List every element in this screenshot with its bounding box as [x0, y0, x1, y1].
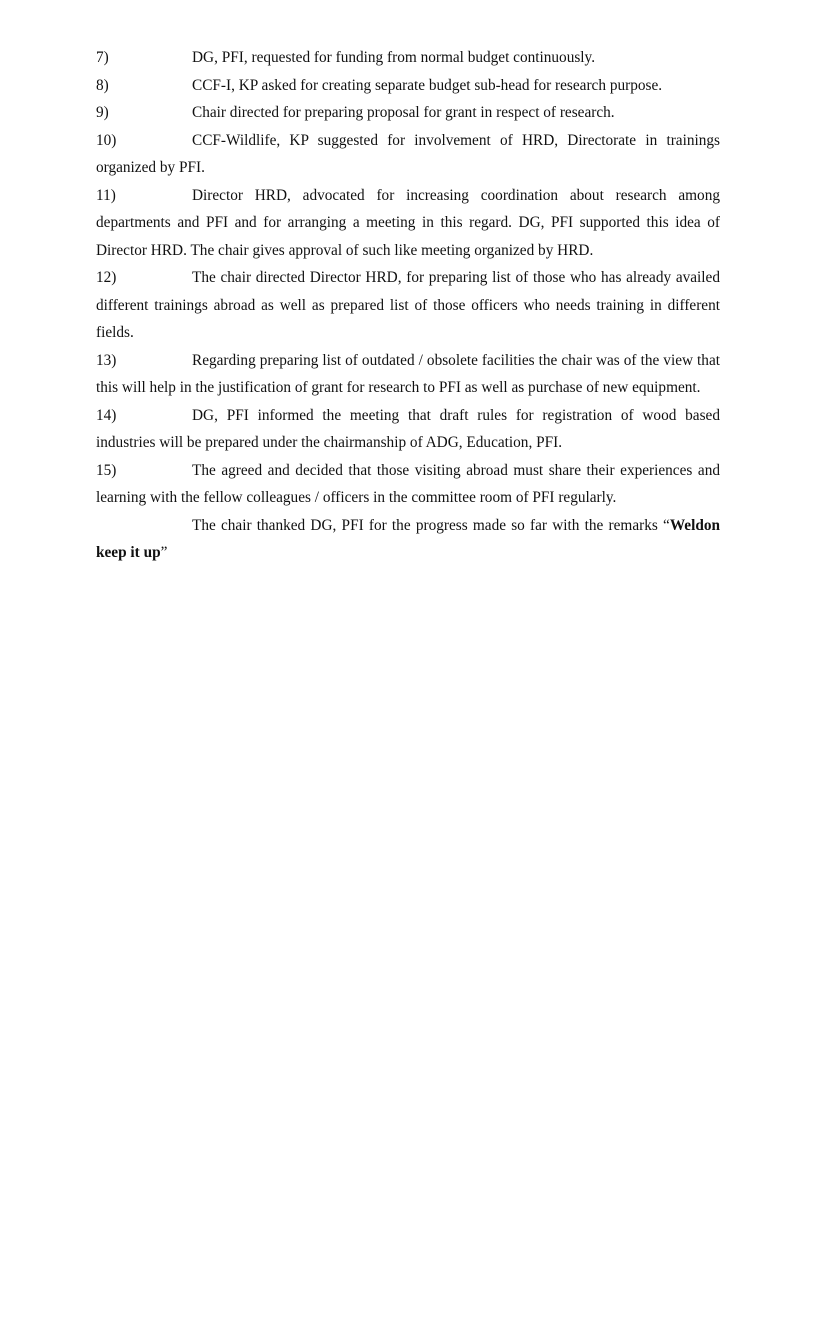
item-text: DG, PFI, requested for funding from normal budget continuously.: [192, 49, 596, 66]
item-number: 15): [96, 461, 117, 479]
item-number: 10): [96, 131, 117, 149]
item-text: The agreed and decided that those visiting abroad must share their experiences and learning with the fellow colleagues / officers in the committee room of PFI regularly.: [96, 461, 720, 506]
closing-remark: Weldon keep it up: [96, 516, 720, 561]
open-quote: “: [663, 516, 670, 534]
item-number: 7): [96, 49, 109, 66]
closing-paragraph: [96, 512, 720, 567]
item-number: 14): [96, 406, 117, 424]
item-number: 12): [96, 269, 117, 286]
minutes-item-7: [96, 44, 720, 72]
closing-text: The chair thanked DG, PFI for the progress made so far with the remarks: [192, 516, 658, 534]
item-text: DG, PFI informed the meeting that draft rules for registration of wood based industries will be prepared under the chairmanship of ADG, Education, PFI.: [96, 406, 720, 451]
minutes-item-14: [96, 402, 720, 457]
document-page: [96, 44, 720, 567]
minutes-item-15: [96, 457, 720, 512]
item-number: 9): [96, 104, 109, 121]
minutes-item-10: [96, 127, 720, 182]
item-number: 13): [96, 351, 117, 369]
minutes-item-12: [96, 264, 720, 347]
item-text: The chair directed Director HRD, for preparing list of those who has already availed different trainings abroad as well as prepared list of those officers who needs training in different fields.: [96, 269, 720, 341]
minutes-item-9: [96, 99, 720, 127]
minutes-item-8: [96, 72, 720, 100]
minutes-item-13: [96, 347, 720, 402]
item-text: CCF-I, KP asked for creating separate budget sub-head for research purpose.: [192, 76, 663, 94]
item-number: 8): [96, 76, 109, 94]
item-text: CCF-Wildlife, KP suggested for involvement of HRD, Directorate in trainings organized by PFI.: [96, 131, 720, 176]
minutes-item-11: [96, 182, 720, 265]
close-quote: ”: [160, 544, 168, 561]
item-text: Director HRD, advocated for increasing coordination about research among departments and PFI and for arranging a meeting in this regard. DG, PFI supported this idea of Director HRD. The chair gives approval of such like meeting organized by HRD.: [96, 186, 720, 259]
item-text: Regarding preparing list of outdated / obsolete facilities the chair was of the view that this will help in the justification of grant for research to PFI as well as purchase of new equipment.: [96, 351, 720, 396]
item-number: 11): [96, 186, 116, 204]
item-text: Chair directed for preparing proposal for grant in respect of research.: [192, 104, 615, 121]
